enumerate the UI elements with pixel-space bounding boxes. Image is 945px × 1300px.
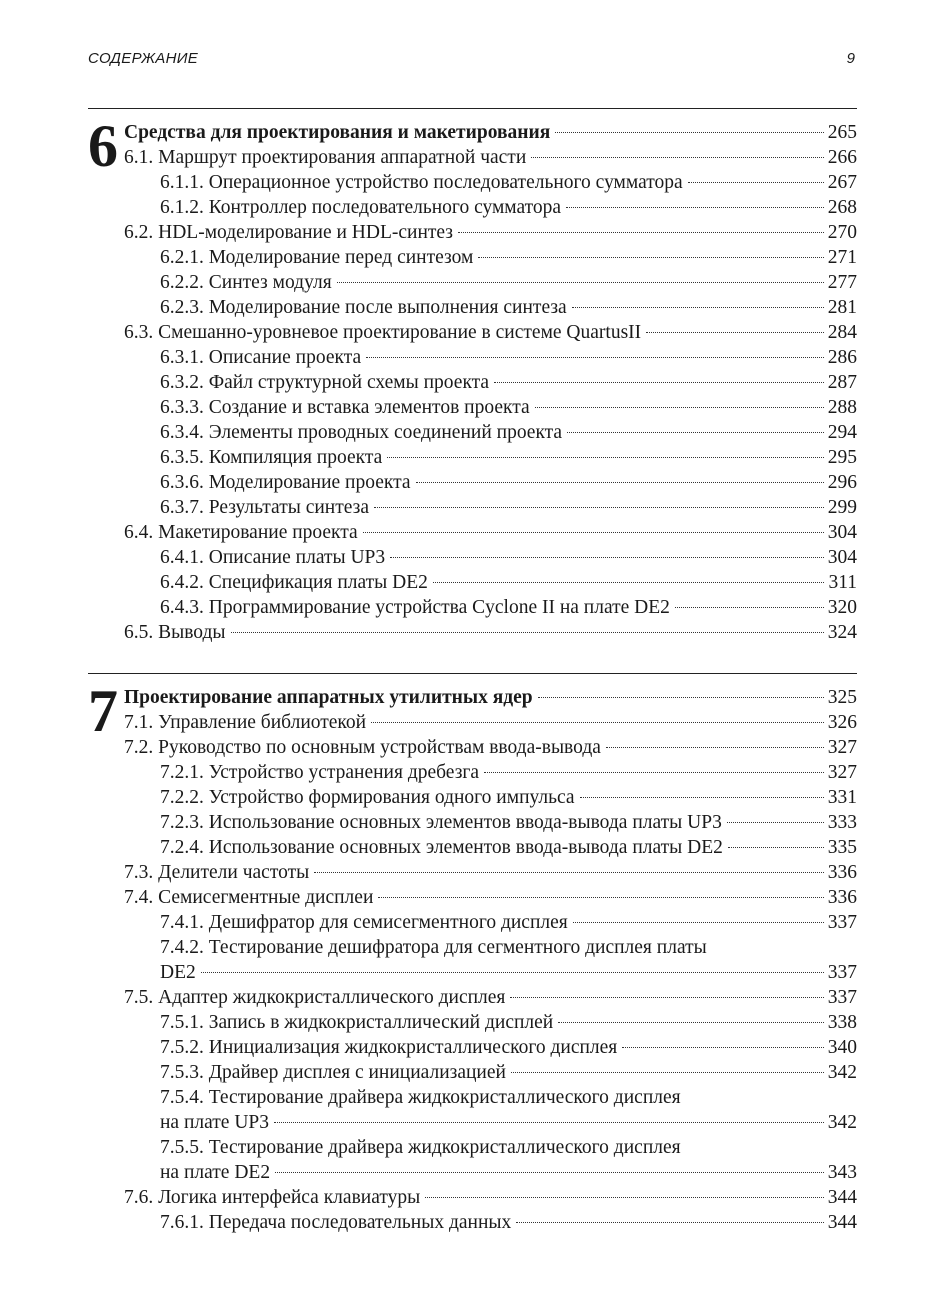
toc-entry-page: 333: [827, 812, 857, 833]
toc-entry-title: 7.5.2. Инициализация жидкокристаллического дисплея: [160, 1037, 618, 1058]
chapter-6: [88, 108, 857, 643]
dot-leader: [573, 922, 824, 923]
chapter-7: [88, 673, 857, 1233]
toc-entry[interactable]: [124, 395, 857, 420]
dot-leader: [371, 722, 824, 723]
toc-entry[interactable]: [124, 910, 857, 935]
section-title: СОДЕРЖАНИЕ: [88, 50, 199, 67]
toc-entry[interactable]: [124, 835, 857, 860]
toc-entry-page: 288: [827, 397, 857, 418]
toc-entry-page: 327: [827, 762, 857, 783]
dot-leader: [622, 1047, 823, 1048]
toc-entry[interactable]: [124, 145, 857, 170]
toc-entry[interactable]: [124, 495, 857, 520]
toc-entry-title: 7.2.2. Устройство формирования одного импульса: [160, 787, 575, 808]
toc-entry-title: 6.3.3. Создание и вставка элементов проекта: [160, 397, 530, 418]
toc-entry-title: Проектирование аппаратных утилитных ядер: [124, 687, 533, 708]
toc-entry[interactable]: [124, 810, 857, 835]
dot-leader: [484, 772, 824, 773]
toc-entry[interactable]: [124, 420, 857, 445]
toc-entry-title: Средства для проектирования и макетирования: [124, 122, 551, 143]
toc-entry-title: 7.2.3. Использование основных элементов ввода-вывода платы UP3: [160, 812, 722, 833]
toc-entry-page: 281: [827, 297, 857, 318]
dot-leader: [728, 847, 824, 848]
dot-leader: [416, 482, 824, 483]
toc-entry[interactable]: [124, 885, 857, 910]
toc-entry[interactable]: [124, 860, 857, 885]
dot-leader: [201, 972, 824, 973]
toc-entry-page: 271: [827, 247, 857, 268]
dot-leader: [606, 747, 824, 748]
toc-entry[interactable]: [124, 760, 857, 785]
toc-entry[interactable]: [124, 1035, 857, 1060]
dot-leader: [387, 457, 823, 458]
toc-entry-page: 326: [827, 712, 857, 733]
toc-entry-page: 327: [827, 737, 857, 758]
toc-entry-page: 337: [827, 962, 857, 983]
toc-entry-title: 7.1. Управление библиотекой: [124, 712, 367, 733]
toc-entry-page: 277: [827, 272, 857, 293]
toc-entry[interactable]: [124, 985, 857, 1010]
toc-entry-page: 296: [827, 472, 857, 493]
dot-leader: [567, 432, 824, 433]
dot-leader: [275, 1172, 824, 1173]
toc-entry-page: 294: [827, 422, 857, 443]
dot-leader: [274, 1122, 824, 1123]
dot-leader: [566, 207, 824, 208]
toc-entry-title: 6.4.2. Спецификация платы DE2: [160, 572, 428, 593]
toc-entry-page: 266: [827, 147, 857, 168]
toc-entry-page: 268: [827, 197, 857, 218]
toc-entry-page: 304: [827, 547, 857, 568]
toc-entry-title-line: 7.4.2. Тестирование дешифратора для сегментного дисплея платы: [160, 937, 707, 958]
dot-leader: [366, 357, 824, 358]
toc-entry-page: 311: [828, 572, 857, 593]
toc-entry-title-line: 7.5.4. Тестирование драйвера жидкокристаллического дисплея: [160, 1087, 681, 1108]
toc-entry-title: 6.4.1. Описание платы UP3: [160, 547, 386, 568]
toc-entry-page: 344: [827, 1187, 857, 1208]
dot-leader: [531, 157, 823, 158]
toc-entry[interactable]: [124, 735, 857, 760]
dot-leader: [378, 897, 823, 898]
dot-leader: [558, 1022, 824, 1023]
chapter-divider: [88, 673, 857, 674]
toc-entry-title: 7.5.1. Запись в жидкокристаллический дисплей: [160, 1012, 554, 1033]
dot-leader: [727, 822, 824, 823]
toc-entry[interactable]: [124, 620, 857, 645]
dot-leader: [425, 1197, 824, 1198]
toc-entry[interactable]: [124, 520, 857, 545]
toc-entry-page: 340: [827, 1037, 857, 1058]
dot-leader: [572, 307, 824, 308]
toc-entry-page: 284: [827, 322, 857, 343]
chapter-number: 7: [88, 678, 118, 744]
toc-entry-title: 7.6.1. Передача последовательных данных: [160, 1212, 512, 1233]
toc-entry[interactable]: [124, 445, 857, 470]
dot-leader: [535, 407, 824, 408]
toc-entry-title: 6.1. Маршрут проектирования аппаратной части: [124, 147, 527, 168]
toc-entry[interactable]: [124, 320, 857, 345]
dot-leader: [675, 607, 824, 608]
toc-entry-title: 6.2.2. Синтез модуля: [160, 272, 332, 293]
toc-entry-title: 6.4.3. Программирование устройства Cyclone II на плате DE2: [160, 597, 670, 618]
toc-entry-title: 7.2.4. Использование основных элементов ввода-вывода платы DE2: [160, 837, 723, 858]
toc-entry[interactable]: [124, 1110, 857, 1135]
toc-entry[interactable]: [124, 170, 857, 195]
toc-entry-page: 324: [827, 622, 857, 643]
toc-entry-title: 7.5. Адаптер жидкокристаллического дисплея: [124, 987, 506, 1008]
toc-entry[interactable]: [124, 570, 857, 595]
toc-entry-page: 343: [827, 1162, 857, 1183]
toc-entry[interactable]: [124, 1010, 857, 1035]
toc-entry[interactable]: [124, 295, 857, 320]
toc-entry-title: 6.2.1. Моделирование перед синтезом: [160, 247, 474, 268]
dot-leader: [688, 182, 824, 183]
toc-entry-title-line: 7.5.5. Тестирование драйвера жидкокристаллического дисплея: [160, 1137, 681, 1158]
toc-entry-title: 6.3.4. Элементы проводных соединений проекта: [160, 422, 563, 443]
toc-entry-title: 6.3.6. Моделирование проекта: [160, 472, 411, 493]
toc-entry-title: 6.3.5. Компиляция проекта: [160, 447, 383, 468]
toc-entry-title: 6.1.1. Операционное устройство последовательного сумматора: [160, 172, 683, 193]
toc-entry-page: 342: [827, 1062, 857, 1083]
toc-entry-title: 7.2. Руководство по основным устройствам ввода-вывода: [124, 737, 601, 758]
toc-entry[interactable]: [124, 1160, 857, 1185]
toc-entry-page: 299: [827, 497, 857, 518]
toc-entry-page: 295: [827, 447, 857, 468]
toc-entry-page: 265: [827, 122, 857, 143]
toc-entry-page: 304: [827, 522, 857, 543]
toc-entries: [124, 685, 857, 1235]
toc-entry-title: 6.3.1. Описание проекта: [160, 347, 362, 368]
toc-entry[interactable]: [124, 1210, 857, 1235]
toc-entry-title: 7.4.1. Дешифратор для семисегментного дисплея: [160, 912, 568, 933]
toc-entry[interactable]: [124, 245, 857, 270]
toc-entry-title: 7.2.1. Устройство устранения дребезга: [160, 762, 480, 783]
toc-entry[interactable]: [124, 1060, 857, 1085]
dot-leader: [478, 257, 823, 258]
toc-entry-page: 331: [827, 787, 857, 808]
toc-entry[interactable]: [124, 120, 857, 145]
toc-entry-title: 6.4. Макетирование проекта: [124, 522, 358, 543]
page-number: 9: [846, 50, 855, 67]
toc-entry[interactable]: [124, 1185, 857, 1210]
toc-entry[interactable]: [124, 220, 857, 245]
dot-leader: [494, 382, 824, 383]
toc-entry-title: DE2: [160, 962, 196, 983]
toc-entry-page: 286: [827, 347, 857, 368]
toc-entry-title: 7.3. Делители частоты: [124, 862, 310, 883]
running-header: [88, 50, 857, 72]
dot-leader: [390, 557, 824, 558]
dot-leader: [580, 797, 824, 798]
toc-entry-page: 325: [827, 687, 857, 708]
dot-leader: [433, 582, 825, 583]
toc-entry-page: 270: [827, 222, 857, 243]
chapter-divider: [88, 108, 857, 109]
toc-entry-page: 337: [827, 912, 857, 933]
toc-entry-title: 6.2.3. Моделирование после выполнения синтеза: [160, 297, 567, 318]
toc-entry-title: 6.3.7. Результаты синтеза: [160, 497, 370, 518]
toc-entry-title: 6.2. HDL-моделирование и HDL-синтез: [124, 222, 453, 243]
toc-entry-page: 336: [827, 862, 857, 883]
toc-entry-page: 337: [827, 987, 857, 1008]
toc-entry-title: 7.6. Логика интерфейса клавиатуры: [124, 1187, 421, 1208]
toc-entry-title: 6.3.2. Файл структурной схемы проекта: [160, 372, 490, 393]
toc-entry-page: 338: [827, 1012, 857, 1033]
toc-entry[interactable]: [124, 195, 857, 220]
toc-entry-title: 6.3. Смешанно-уровневое проектирование в системе QuartusII: [124, 322, 642, 343]
toc-entries: [124, 120, 857, 645]
dot-leader: [511, 1072, 824, 1073]
toc-entry[interactable]: [124, 710, 857, 735]
toc-entry-page: 336: [827, 887, 857, 908]
toc-entry-page: 342: [827, 1112, 857, 1133]
dot-leader: [314, 872, 824, 873]
dot-leader: [646, 332, 824, 333]
toc-entry-page: 287: [827, 372, 857, 393]
toc-entry-title: 7.5.3. Драйвер дисплея с инициализацией: [160, 1062, 506, 1083]
toc-entry-page: 344: [827, 1212, 857, 1233]
toc-entry-page: 335: [827, 837, 857, 858]
toc-entry-title: 7.4. Семисегментные дисплеи: [124, 887, 374, 908]
toc-entry[interactable]: [124, 345, 857, 370]
toc-entry-title: 6.1.2. Контроллер последовательного сумматора: [160, 197, 562, 218]
toc-entry[interactable]: [124, 370, 857, 395]
dot-leader: [458, 232, 824, 233]
toc-entry-title: на плате UP3: [160, 1112, 270, 1133]
dot-leader: [374, 507, 824, 508]
dot-leader: [510, 997, 823, 998]
toc-entry-page: 267: [827, 172, 857, 193]
toc-entry[interactable]: [124, 960, 857, 985]
toc-entry[interactable]: [124, 785, 857, 810]
toc-entry-title: на плате DE2: [160, 1162, 271, 1183]
toc-entry[interactable]: [124, 270, 857, 295]
dot-leader: [538, 697, 824, 698]
dot-leader: [516, 1222, 823, 1223]
toc-entry[interactable]: [124, 595, 857, 620]
dot-leader: [555, 132, 823, 133]
toc-entry-title: 6.5. Выводы: [124, 622, 226, 643]
toc-entry-page: 320: [827, 597, 857, 618]
toc-entry[interactable]: [124, 545, 857, 570]
chapter-number: 6: [88, 113, 118, 179]
dot-leader: [231, 632, 824, 633]
toc-entry[interactable]: [124, 470, 857, 495]
toc-entry[interactable]: [124, 685, 857, 710]
dot-leader: [363, 532, 824, 533]
dot-leader: [337, 282, 824, 283]
